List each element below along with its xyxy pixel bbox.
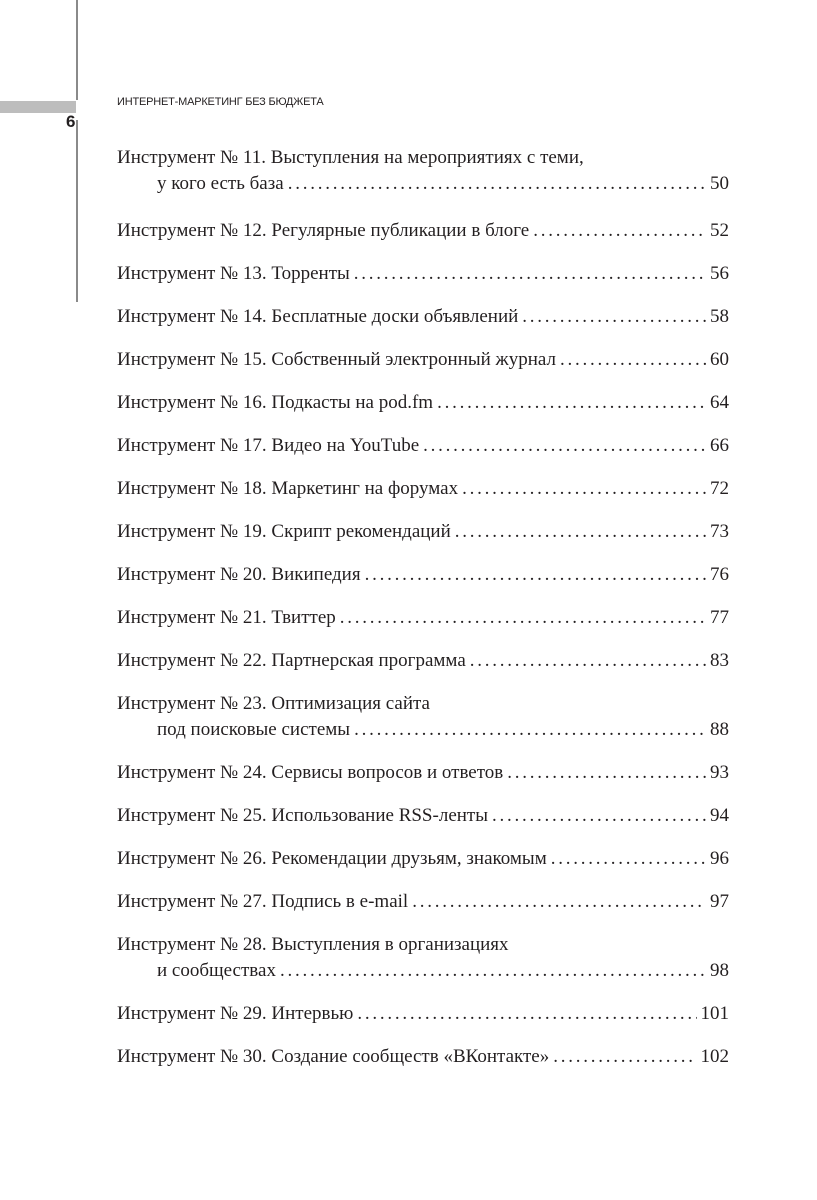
dot-leader bbox=[522, 304, 706, 330]
toc-page-number: 88 bbox=[710, 719, 729, 740]
dot-leader bbox=[507, 760, 706, 786]
toc-entry bbox=[117, 476, 729, 502]
toc-entry-title: Инструмент № 25. Использование RSS-ленты bbox=[117, 805, 488, 826]
toc-page-number: 58 bbox=[710, 306, 729, 327]
page-number: 6 bbox=[66, 112, 76, 131]
toc-page-number: 101 bbox=[700, 1003, 729, 1024]
toc-entry bbox=[117, 691, 729, 743]
toc-page-number: 52 bbox=[710, 220, 729, 241]
toc-entry-title: Инструмент № 18. Маркетинг на форумах bbox=[117, 478, 459, 499]
toc-page-number: 72 bbox=[710, 478, 729, 499]
dot-leader bbox=[551, 846, 706, 872]
dot-leader bbox=[412, 889, 706, 915]
toc-page-number: 76 bbox=[710, 564, 729, 585]
toc-page-number: 56 bbox=[710, 263, 729, 284]
toc-page-number: 102 bbox=[700, 1046, 729, 1067]
dot-leader bbox=[354, 717, 706, 743]
toc-entry bbox=[117, 889, 729, 915]
toc-entry-title-continued: у кого есть база bbox=[157, 173, 284, 194]
dot-leader bbox=[553, 1044, 696, 1070]
toc-entry-title: Инструмент № 17. Видео на YouTube bbox=[117, 435, 420, 456]
toc-entry-title: Инструмент № 26. Рекомендации друзьям, знакомым bbox=[117, 848, 547, 869]
toc-entry bbox=[117, 218, 729, 244]
toc-page-number: 60 bbox=[710, 349, 729, 370]
toc-entry bbox=[117, 519, 729, 545]
toc-entry-title: Инструмент № 24. Сервисы вопросов и ответов bbox=[117, 762, 504, 783]
toc-entry-title: Инструмент № 27. Подпись в e-mail bbox=[117, 891, 409, 912]
toc-entry bbox=[117, 846, 729, 872]
toc-entry bbox=[117, 1044, 729, 1070]
running-head: ИНТЕРНЕТ-МАРКЕТИНГ БЕЗ БЮДЖЕТА bbox=[117, 96, 324, 108]
folio-bar bbox=[0, 101, 76, 113]
toc-entry-title-continued: под поисковые системы bbox=[157, 719, 351, 740]
toc-page-number: 77 bbox=[710, 607, 729, 628]
margin-rule bbox=[76, 0, 78, 100]
dot-leader bbox=[455, 519, 706, 545]
toc-entry-title: Инструмент № 14. Бесплатные доски объявлений bbox=[117, 306, 519, 327]
toc-page-number: 50 bbox=[710, 173, 729, 194]
dot-leader bbox=[492, 803, 706, 829]
toc-page-number: 97 bbox=[710, 891, 729, 912]
margin-rule bbox=[76, 120, 78, 302]
toc-entry-title: Инструмент № 19. Скрипт рекомендаций bbox=[117, 521, 451, 542]
toc-entry bbox=[117, 145, 729, 197]
toc-entry-title: Инструмент № 29. Интервью bbox=[117, 1003, 354, 1024]
toc-entry bbox=[117, 932, 729, 984]
toc-entry bbox=[117, 390, 729, 416]
toc-entry-title: Инструмент № 12. Регулярные публикации в блоге bbox=[117, 220, 530, 241]
table-of-contents bbox=[117, 145, 729, 1070]
dot-leader bbox=[288, 171, 706, 197]
dot-leader bbox=[560, 347, 706, 373]
toc-entry-title: Инструмент № 30. Создание сообществ «ВКонтакте» bbox=[117, 1046, 550, 1067]
dot-leader bbox=[423, 433, 706, 459]
toc-entry-title: Инструмент № 22. Партнерская программа bbox=[117, 650, 466, 671]
toc-entry-title: Инструмент № 21. Твиттер bbox=[117, 607, 336, 628]
dot-leader bbox=[470, 648, 706, 674]
toc-entry-title: Инструмент № 23. Оптимизация сайта bbox=[117, 693, 430, 714]
toc-entry bbox=[117, 433, 729, 459]
toc-page-number: 94 bbox=[710, 805, 729, 826]
dot-leader bbox=[340, 605, 706, 631]
toc-page-number: 93 bbox=[710, 762, 729, 783]
toc-page-number: 66 bbox=[710, 435, 729, 456]
toc-entry bbox=[117, 648, 729, 674]
toc-entry-title: Инструмент № 20. Википедия bbox=[117, 564, 361, 585]
toc-entry bbox=[117, 347, 729, 373]
dot-leader bbox=[437, 390, 706, 416]
dot-leader bbox=[365, 562, 706, 588]
toc-entry bbox=[117, 760, 729, 786]
toc-entry-title: Инструмент № 28. Выступления в организациях bbox=[117, 934, 509, 955]
toc-entry-title: Инструмент № 15. Собственный электронный журнал bbox=[117, 349, 556, 370]
toc-entry-title: Инструмент № 11. Выступления на мероприятиях с теми, bbox=[117, 147, 584, 168]
dot-leader bbox=[354, 261, 706, 287]
dot-leader bbox=[357, 1001, 696, 1027]
toc-page-number: 73 bbox=[710, 521, 729, 542]
toc-entry-title: Инструмент № 13. Торренты bbox=[117, 263, 350, 284]
toc-entry bbox=[117, 803, 729, 829]
toc-page-number: 83 bbox=[710, 650, 729, 671]
dot-leader bbox=[462, 476, 706, 502]
toc-entry-title-continued: и сообществах bbox=[157, 960, 276, 981]
toc-entry bbox=[117, 304, 729, 330]
toc-entry bbox=[117, 1001, 729, 1027]
toc-page-number: 96 bbox=[710, 848, 729, 869]
dot-leader bbox=[280, 958, 706, 984]
toc-entry bbox=[117, 562, 729, 588]
dot-leader bbox=[533, 218, 706, 244]
toc-page-number: 64 bbox=[710, 392, 729, 413]
toc-entry-title: Инструмент № 16. Подкасты на pod.fm bbox=[117, 392, 434, 413]
toc-entry bbox=[117, 605, 729, 631]
toc-entry bbox=[117, 261, 729, 287]
toc-page-number: 98 bbox=[710, 960, 729, 981]
